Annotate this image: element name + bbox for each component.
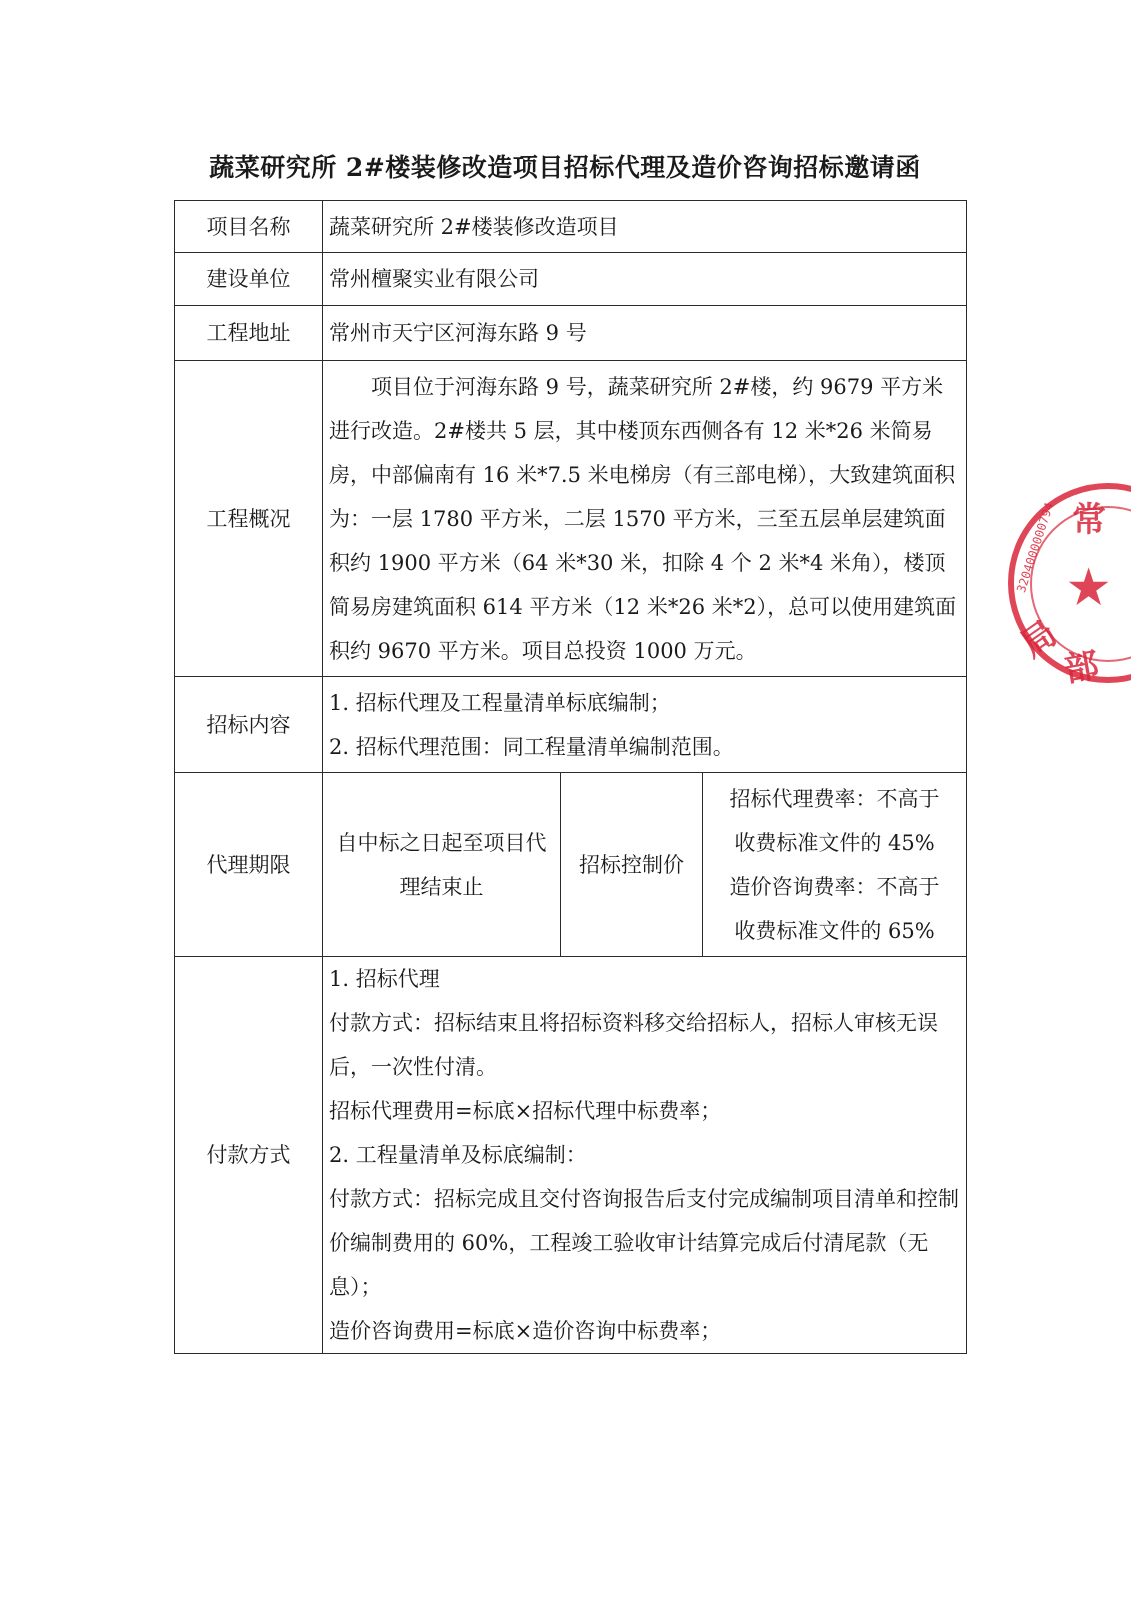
document-title: 蔬菜研究所 2#楼装修改造项目招标代理及造价咨询招标邀请函 — [209, 153, 921, 182]
overview-value: 项目位于河海东路 9 号，蔬菜研究所 2#楼，约 9679 平方米进行改造。2#楼共 5 层，其中楼顶东西侧各有 12 米*26 米简易房，中部偏南有 16 米*7.5 米电梯房（有三部电梯），大致建筑面积为：一层 1780 平方米，二层 1570 平方米，三至五层单层建筑面积约 1900 平方米（64 米*30 米，扣除 4 个 2 米*4 米角），楼顶简易房建筑面积 614 平方米（12 米*26 米*2），总可以使用建筑面积约 9670 平方米。项目总投资 1000 万元。 — [323, 361, 967, 677]
row-period — [175, 773, 967, 957]
address-value: 常州市天宁区河海东路 9 号 — [323, 306, 967, 361]
price-line: 收费标准文件的 65% — [734, 918, 935, 943]
payment-line: 1. 招标代理 — [329, 967, 440, 991]
price-value — [703, 773, 967, 957]
row-overview — [175, 361, 967, 677]
overview-label: 工程概况 — [175, 361, 323, 677]
payment-line: 付款方式：招标结束且将招标资料移交给招标人，招标人审核无误后，一次性付清。 — [329, 1011, 938, 1079]
price-line: 招标代理费率：不高于 — [729, 786, 940, 811]
period-line: 理结束止 — [399, 874, 484, 899]
payment-value — [323, 957, 967, 1354]
seal-char: 部 — [1061, 645, 1102, 691]
period-line: 自中标之日起至项目代 — [336, 830, 547, 855]
period-label: 代理期限 — [175, 773, 323, 957]
content-line: 2. 招标代理范围：同工程量清单编制范围。 — [329, 734, 734, 759]
price-line: 收费标准文件的 45% — [734, 830, 935, 855]
seal-number: 3204000000794 — [1014, 500, 1057, 595]
address-label: 工程地址 — [175, 306, 323, 361]
payment-label: 付款方式 — [175, 957, 323, 1354]
project-name-value: 蔬菜研究所 2#楼装修改造项目 — [323, 201, 967, 253]
seal-char: 局 — [1013, 613, 1065, 666]
row-payment — [175, 957, 967, 1354]
payment-line: 造价咨询费用=标底×造价咨询中标费率； — [329, 1319, 722, 1343]
payment-line: 招标代理费用=标底×招标代理中标费率； — [329, 1099, 722, 1123]
content-line: 1. 招标代理及工程量清单标底编制； — [329, 690, 671, 715]
price-line: 造价咨询费率：不高于 — [729, 874, 940, 899]
content-label: 招标内容 — [175, 677, 323, 773]
payment-line: 2. 工程量清单及标底编制： — [329, 1143, 587, 1167]
payment-line: 付款方式：招标完成且交付咨询报告后支付完成编制项目清单和控制价编制费用的 60%，工程竣工验收审计结算完成后付清尾款（无息）； — [329, 1187, 959, 1299]
row-project-name — [175, 201, 967, 253]
content-value — [323, 677, 967, 773]
builder-label: 建设单位 — [175, 253, 323, 306]
star-icon: ★ — [1068, 560, 1110, 614]
row-content — [175, 677, 967, 773]
row-address — [175, 306, 967, 361]
price-label: 招标控制价 — [561, 773, 703, 957]
period-value — [323, 773, 561, 957]
row-builder — [175, 253, 967, 306]
seal-char: 常 — [1072, 500, 1106, 540]
builder-value: 常州檀聚实业有限公司 — [323, 253, 967, 306]
invitation-table — [174, 200, 967, 1354]
project-name-label: 项目名称 — [175, 201, 323, 253]
